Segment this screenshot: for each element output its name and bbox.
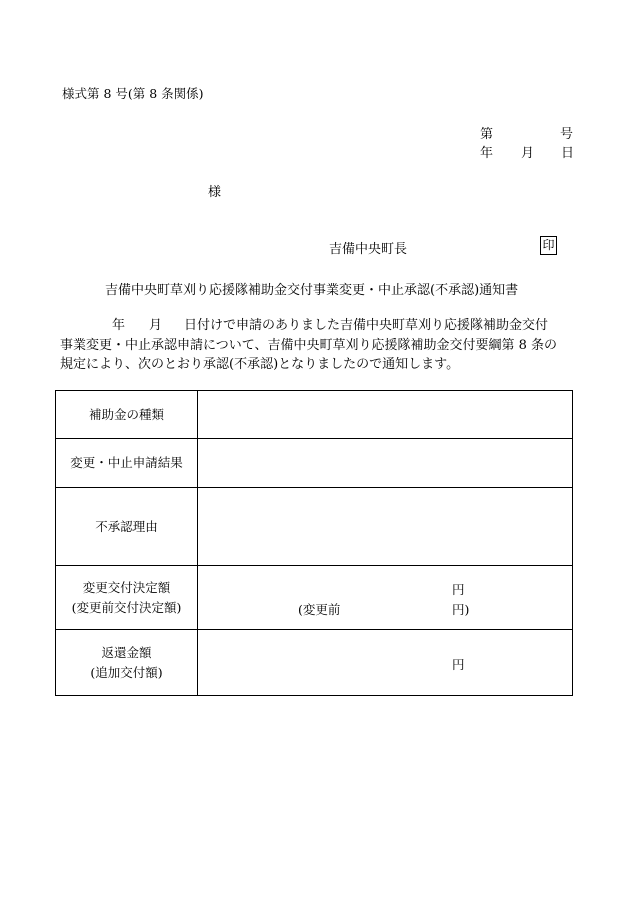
body-line-3: 規定により、次のとおり承認(不承認)となりましたので通知します。: [60, 357, 460, 372]
body-month: 月: [149, 318, 163, 333]
changed-amount-label: [56, 566, 198, 630]
changed-amount-label-line1: 変更交付決定額: [82, 579, 171, 595]
refund-amount-label-line2: (追加交付額): [90, 664, 163, 680]
date-month: 月: [521, 146, 535, 161]
date-year: 年: [480, 146, 494, 161]
refund-amount-value: [198, 630, 573, 696]
changed-amount-label-line2: (変更前交付決定額): [71, 599, 182, 615]
doc-number-prefix: 第: [480, 127, 494, 142]
document-title: 吉備中央町草刈り応援隊補助金交付事業変更・中止承認(不承認)通知書: [105, 283, 519, 298]
subsidy-type-value: [198, 391, 573, 439]
table-row: [56, 439, 573, 488]
body-line-1: [60, 316, 574, 336]
subsidy-type-label: 補助金の種類: [56, 391, 198, 439]
body-year: 年: [112, 318, 126, 333]
form-number: 様式第 8 号(第 8 条関係): [62, 86, 204, 101]
date-day: 日: [561, 146, 575, 161]
body-line-2: 事業変更・中止承認申請について、吉備中央町草刈り応援隊補助金交付要綱第 8 条の: [60, 337, 558, 353]
refund-amount-label: [56, 630, 198, 696]
table-row: [56, 391, 573, 439]
yen-unit: 円: [452, 657, 465, 672]
before-change-label: (変更前: [298, 602, 341, 617]
yen-unit-close: 円): [452, 602, 470, 617]
body-line-1-rest: 日付けで申請のありました吉備中央町草刈り応援隊補助金交付: [184, 318, 549, 333]
result-label: 変更・中止申請結果: [56, 439, 198, 488]
doc-number-suffix: 号: [560, 127, 574, 142]
result-value: [198, 439, 573, 488]
yen-unit: 円: [452, 582, 465, 597]
changed-amount-value: [198, 566, 573, 630]
details-table: [55, 390, 573, 696]
table-row: [56, 566, 573, 630]
addressee-suffix: 様: [208, 185, 222, 200]
seal-mark: 印: [540, 236, 557, 255]
rejection-reason-label: 不承認理由: [56, 488, 198, 566]
body-text: [60, 316, 574, 375]
table-row: [56, 630, 573, 696]
issuer-name: 吉備中央町長: [329, 242, 408, 257]
refund-amount-label-line1: 返還金額: [101, 644, 152, 660]
table-row: [56, 488, 573, 566]
rejection-reason-value: [198, 488, 573, 566]
